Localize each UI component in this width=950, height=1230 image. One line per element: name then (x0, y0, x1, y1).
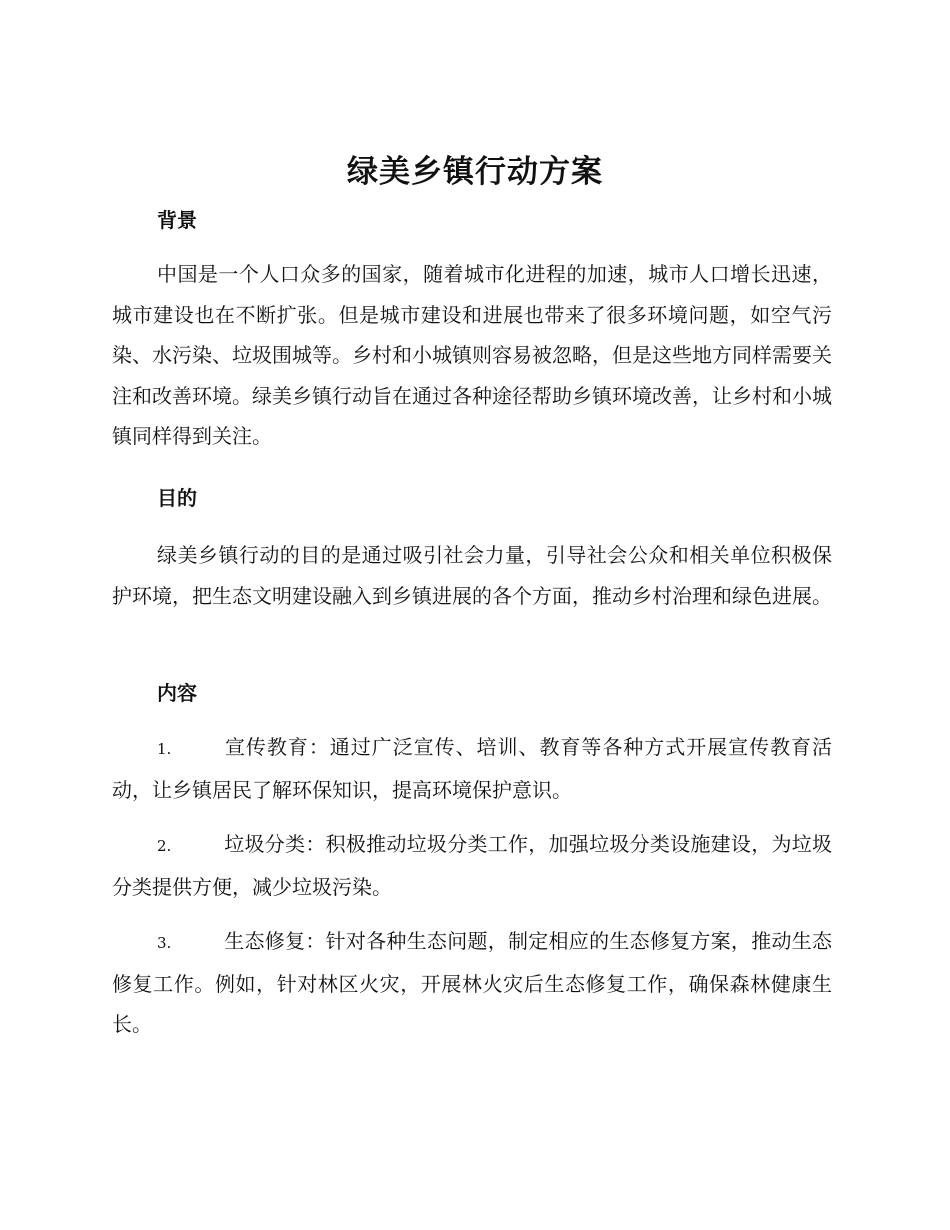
content-list-item-3 (112, 921, 832, 1045)
section-heading-background: 背景 (157, 208, 197, 232)
background-paragraph: 中国是一个人口众多的国家，随着城市化进程的加速，城市人口增长迅速，城市建设也在不断扩张。但是城市建设和进展也带来了很多环境问题，如空气污染、水污染、垃圾围城等。乡村和小城镇则容易被忽略，但是这些地方同样需要关注和改善环境。绿美乡镇行动旨在通过各种途径帮助乡镇环境改善，让乡村和小城镇同样得到关注。 (112, 262, 832, 448)
section-heading-content: 内容 (157, 681, 197, 705)
list-item-text: 宣传教育：通过广泛宣传、培训、教育等各种方式开展宣传教育活动，让乡镇居民了解环保知识，提高环境保护意识。 (112, 735, 832, 802)
section-heading-purpose: 目的 (157, 486, 197, 510)
list-item-number: 3. (157, 934, 172, 952)
purpose-paragraph: 绿美乡镇行动的目的是通过吸引社会力量，引导社会公众和相关单位积极保护环境，把生态文明建设融入到乡镇进展的各个方面，推动乡村治理和绿色进展。 (112, 543, 832, 608)
list-item-number: 1. (157, 740, 172, 758)
content-list-item-1 (112, 727, 832, 810)
list-item-number: 2. (157, 837, 172, 855)
document-title: 绿美乡镇行动方案 (347, 154, 603, 190)
list-item-text: 生态修复：针对各种生态问题，制定相应的生态修复方案，推动生态修复工作。例如，针对林区火灾，开展林火灾后生态修复工作，确保森林健康生长。 (112, 929, 832, 1036)
list-item-text: 垃圾分类：积极推动垃圾分类工作，加强垃圾分类设施建设，为垃圾分类提供方便，减少垃圾污染。 (112, 832, 832, 899)
content-list-item-2 (112, 824, 832, 907)
